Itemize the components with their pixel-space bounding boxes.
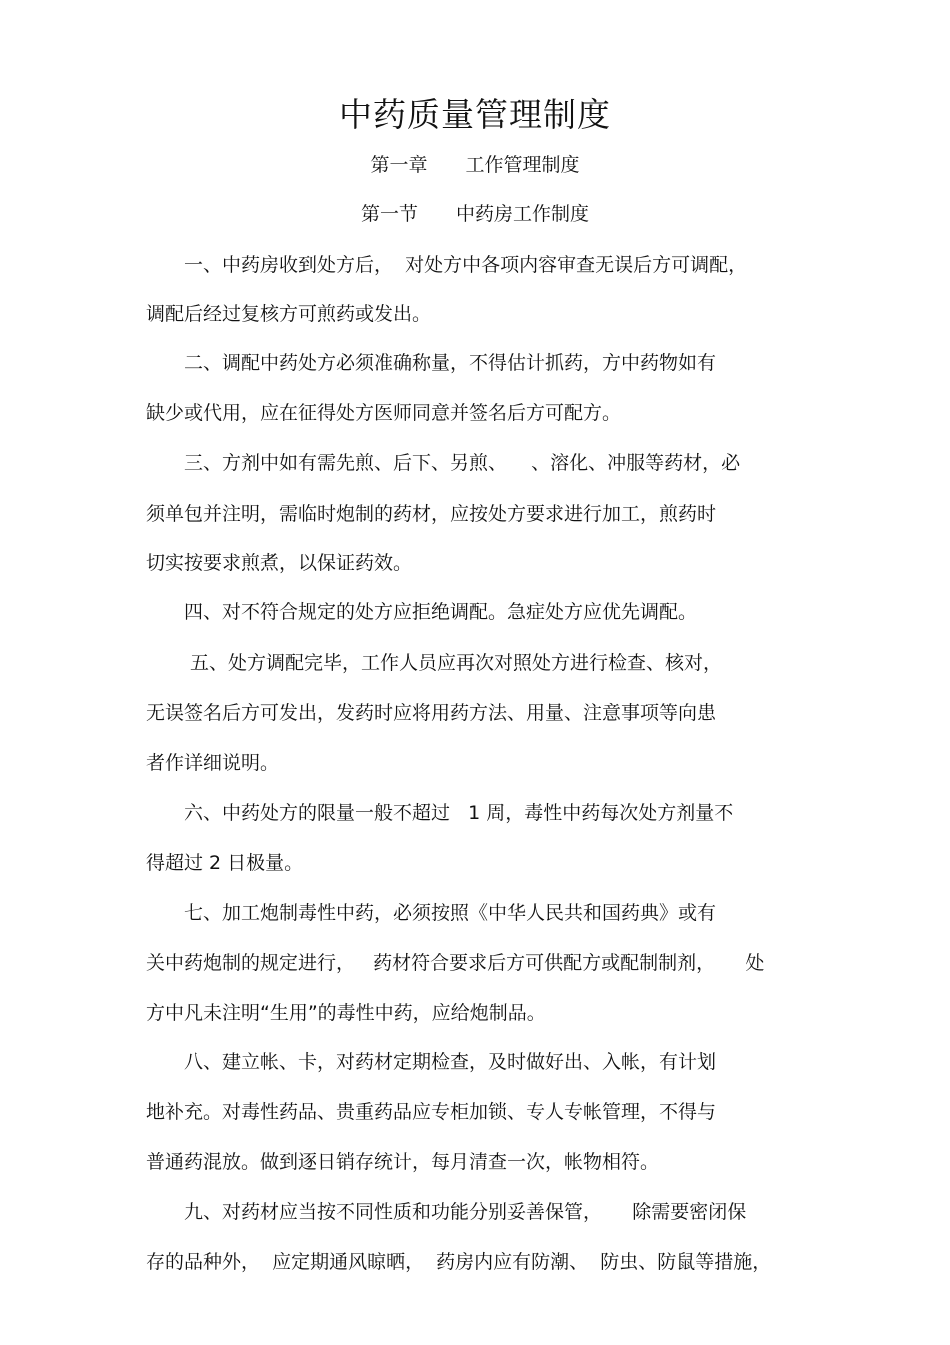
chapter-heading: 第一章 工作管理制度 bbox=[370, 154, 580, 176]
text-line: 调配后经过复核方可煎药或发出。 bbox=[146, 303, 432, 325]
section-heading: 第一节 中药房工作制度 bbox=[360, 203, 589, 225]
text-line: 三、方剂中如有需先煎、后下、另煎、 、溶化、冲服等药材，必 bbox=[146, 452, 741, 474]
text-line: 普通药混放。做到逐日销存统计，每月清查一次，帐物相符。 bbox=[146, 1151, 660, 1173]
text-line: 六、中药处方的限量一般不超过 1 周，毒性中药每次处方剂量不 bbox=[146, 802, 734, 824]
text-line: 二、调配中药处方必须准确称量，不得估计抓药，方中药物如有 bbox=[146, 352, 717, 374]
page-title: 中药质量管理制度 bbox=[339, 95, 611, 134]
text-line: 存的品种外， 应定期通风晾晒， 药房内应有防潮、 防虫、防鼠等措施， bbox=[146, 1251, 772, 1273]
text-line: 七、加工炮制毒性中药，必须按照《中华人民共和国药典》或有 bbox=[146, 902, 717, 924]
text-line: 一、中药房收到处方后， 对处方中各项内容审查无误后方可调配， bbox=[146, 254, 748, 276]
text-line: 须单包并注明，需临时炮制的药材，应按处方要求进行加工，煎药时 bbox=[146, 503, 717, 525]
text-line: 无误签名后方可发出，发药时应将用药方法、用量、注意事项等向患 bbox=[146, 702, 717, 724]
text-line: 四、对不符合规定的处方应拒绝调配。急症处方应优先调配。 bbox=[146, 601, 698, 623]
text-line: 五、处方调配完毕，工作人员应再次对照处方进行检查、核对， bbox=[146, 652, 723, 674]
text-line: 关中药炮制的规定进行， 药材符合要求后方可供配方或配制制剂， 处 bbox=[146, 952, 765, 974]
text-line: 缺少或代用，应在征得处方医师同意并签名后方可配方。 bbox=[146, 402, 622, 424]
text-line: 九、对药材应当按不同性质和功能分别妥善保管， 除需要密闭保 bbox=[146, 1201, 747, 1223]
text-line: 者作详细说明。 bbox=[146, 752, 280, 774]
text-line: 方中凡未注明“生用”的毒性中药，应给炮制品。 bbox=[146, 1002, 546, 1024]
text-line: 得超过 2 日极量。 bbox=[146, 852, 304, 874]
text-line: 切实按要求煎煮，以保证药效。 bbox=[146, 552, 413, 574]
text-line: 八、建立帐、卡，对药材定期检查，及时做好出、入帐，有计划 bbox=[146, 1051, 717, 1073]
text-line: 地补充。对毒性药品、贵重药品应专柜加锁、专人专帐管理，不得与 bbox=[146, 1101, 717, 1123]
